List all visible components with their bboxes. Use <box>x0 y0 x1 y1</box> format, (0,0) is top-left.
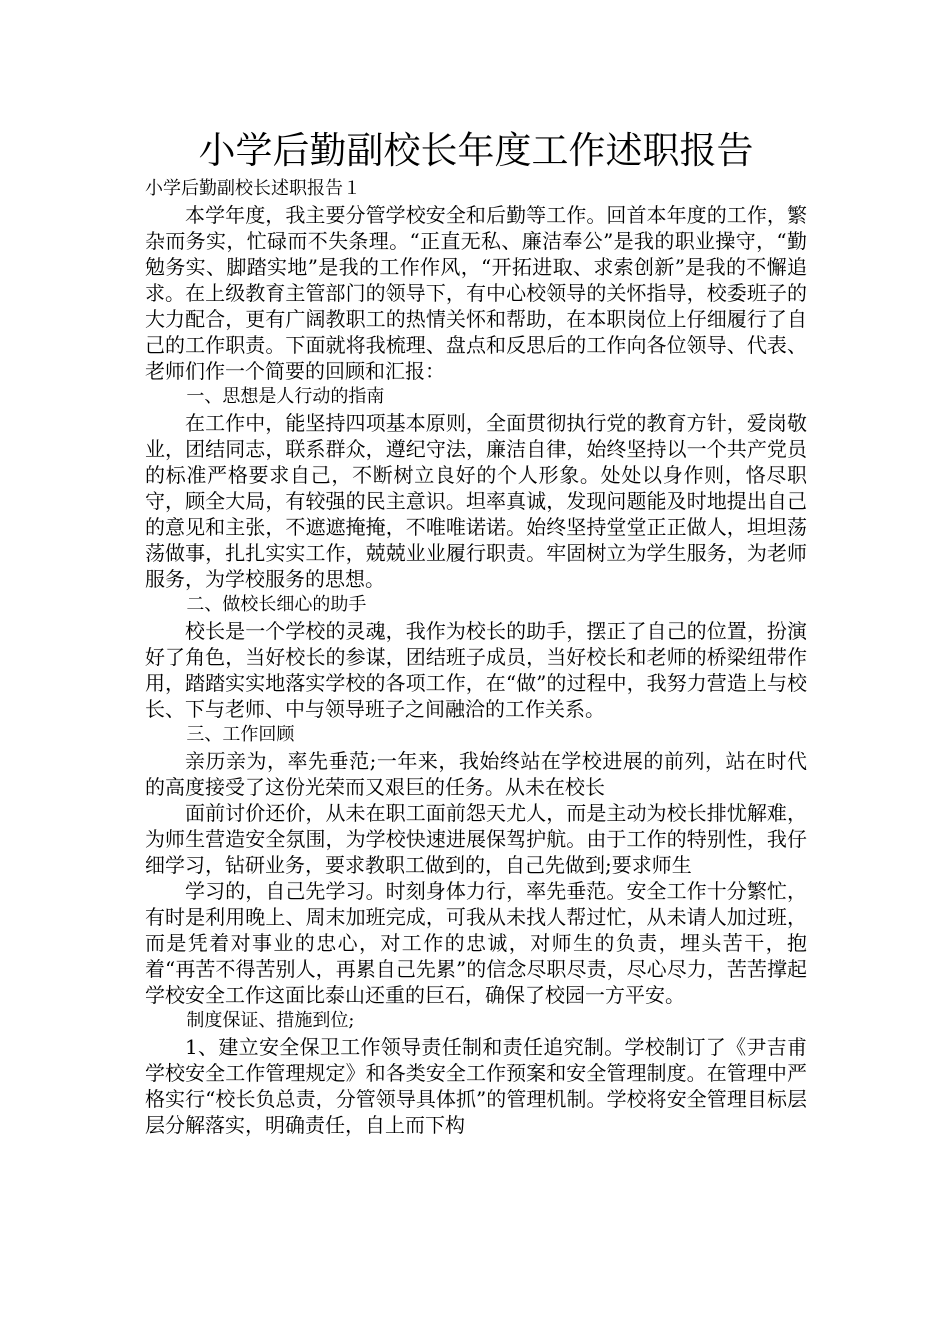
section-heading-system: 制度保证、措施到位; <box>186 1010 355 1031</box>
document-page <box>145 126 807 1138</box>
paragraph-system-1: 1、建立安全保卫工作领导责任制和责任追究制。学校制订了《尹吉甫学校安全工作管理规定》和各类安全工作预案和安全管理制度。在管理中严格实行“校长负总责，分管领导具体抓”的管理机制。学校将安全管理目标层层分解落实，明确责任，自上而下构 <box>145 1035 807 1137</box>
document-subtitle: 小学后勤副校长述职报告１ <box>145 178 361 199</box>
section-heading-assistant: 二、做校长细心的助手 <box>186 594 367 615</box>
section-heading-thought: 一、思想是人行动的指南 <box>186 386 385 407</box>
section-heading-review: 三、工作回顾 <box>186 724 295 745</box>
paragraph-thought: 在工作中，能坚持四项基本原则，全面贯彻执行党的教育方针，爱岗敬业，团结同志，联系群众，遵纪守法，廉洁自律，始终坚持以一个共产党员的标准严格要求自己，不断树立良好的个人形象。处处以身作则，恪尽职守，顾全大局，有较强的民主意识。坦率真诚，发现问题能及时地提出自己的意见和主张，不遮遮掩掩，不唯唯诺诺。始终坚持堂堂正正做人，坦坦荡荡做事，扎扎实实工作，兢兢业业履行职责。牢固树立为学生服务，为老师服务，为学校服务的思想。 <box>145 411 807 591</box>
paragraph-intro: 本学年度，我主要分管学校安全和后勤等工作。回首本年度的工作，繁杂而务实，忙碌而不失条理。“正直无私、廉洁奉公”是我的职业操守，“勤勉务实、脚踏实地”是我的工作作风，“开拓进取、求索创新”是我的不懈追求。在上级教育主管部门的领导下，有中心校领导的关怀指导，校委班子的大力配合，更有广阔教职工的热情关怀和帮助，在本职岗位上仔细履行了自己的工作职责。下面就将我梳理、盘点和反思后的工作向各位领导、代表、老师们作一个简要的回顾和汇报： <box>145 203 807 383</box>
paragraph-review-1: 亲历亲为，率先垂范;一年来，我始终站在学校进展的前列，站在时代的高度接受了这份光荣而又艰巨的任务。从未在校长 <box>145 749 807 799</box>
document-title: 小学后勤副校长年度工作述职报告 <box>198 129 754 172</box>
paragraph-assistant: 校长是一个学校的灵魂，我作为校长的助手，摆正了自己的位置，扮演好了角色，当好校长的参谋，团结班子成员，当好校长和老师的桥梁纽带作用，踏踏实实地落实学校的各项工作，在“做”的过程中，我努力营造上与校长、下与老师、中与领导班子之间融洽的工作关系。 <box>145 619 807 721</box>
paragraph-review-2: 面前讨价还价，从未在职工面前怨天尤人，而是主动为校长排忧解难，为师生营造安全氛围，为学校快速进展保驾护航。由于工作的特别性，我仔细学习，钻研业务，要求教职工做到的，自己先做到;要求师生 <box>145 801 807 877</box>
paragraph-review-3: 学习的，自己先学习。时刻身体力行，率先垂范。安全工作十分繁忙，有时是利用晚上、周末加班完成，可我从未找人帮过忙，从未请人加过班，而是凭着对事业的忠心，对工作的忠诚，对师生的负责，埋头苦干，抱着“再苦不得苦别人，再累自己先累”的信念尽职尽责，尽心尽力，苦苦撑起学校安全工作这面比泰山还重的巨石，确保了校园一方平安。 <box>145 879 807 1007</box>
